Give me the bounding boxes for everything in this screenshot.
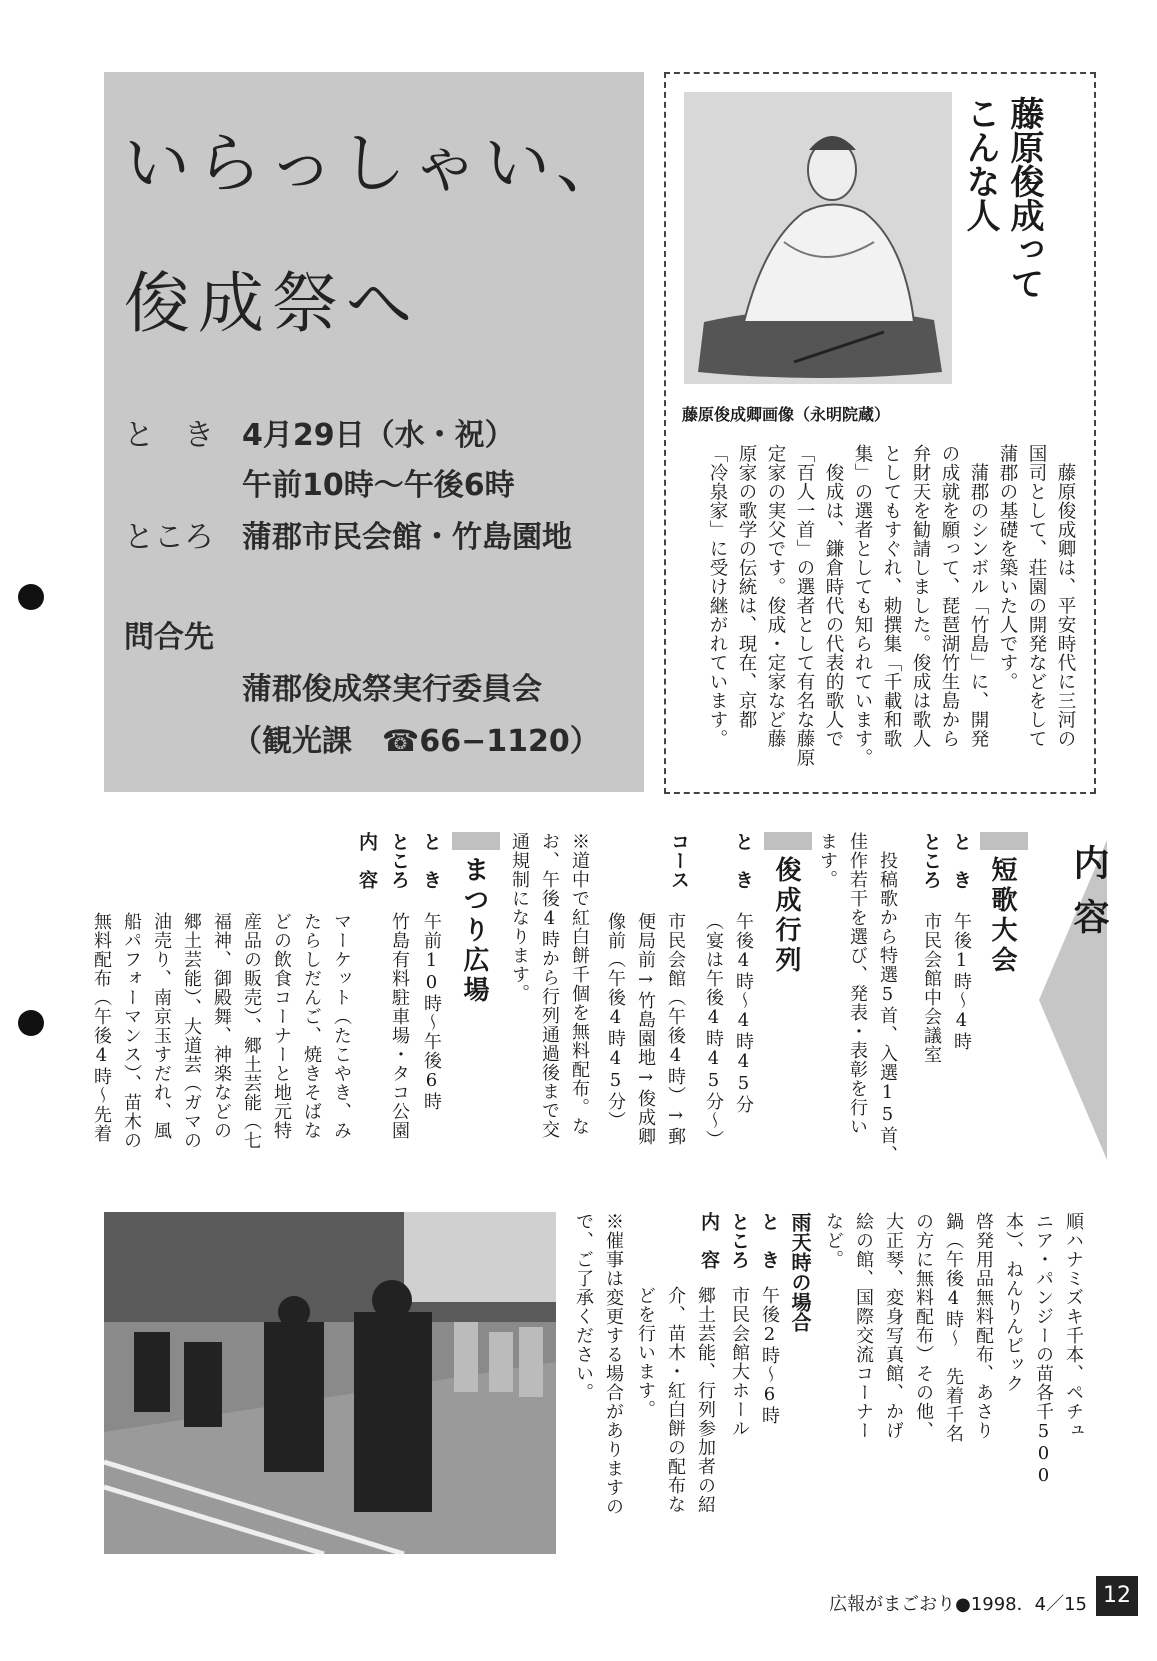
gyoretsu-toki-label: と き: [732, 832, 754, 889]
hiroba-tokoro-label: ところ: [388, 832, 410, 889]
when-row: [124, 410, 214, 454]
gyoretsu-course: 市民会館（午後4時）→郵 便局前→竹島園地→俊成卿 像前（午後4時45分）: [605, 912, 686, 1146]
gyoretsu-note: ※道中で紅白餅千個を無料配布。な お、午後4時から行列通過後まで交 通規制になります。: [509, 832, 590, 1139]
tanka-tokoro: 市民会館中会議室: [921, 912, 942, 1064]
when-time: 午前10時〜午後6時: [242, 468, 515, 503]
contact-org: 蒲郡俊成祭実行委員会: [242, 672, 542, 707]
contact-phone: （観光課 ☎66−1120）: [232, 724, 600, 759]
punch-hole: [18, 1010, 44, 1036]
parade-photo: [104, 1212, 556, 1554]
page-number: 12: [1096, 1576, 1138, 1616]
hero-panel: [104, 72, 644, 792]
rain-tokoro-label: ところ: [728, 1212, 750, 1269]
tanka-tokoro-label: ところ: [920, 832, 942, 889]
when-date: 4月29日（水・祝）: [242, 418, 515, 453]
where-row: [124, 512, 214, 556]
rain-tokoro: 市民会館大ホール: [729, 1286, 750, 1438]
where-value: 蒲郡市民会館・竹島園地: [242, 520, 572, 555]
rain-toki: 午後2時〜6時: [759, 1286, 780, 1425]
tanka-toki: 午後1時〜4時: [951, 912, 972, 1051]
hiroba-toki: 午前10時〜午後6時: [421, 912, 442, 1111]
rain-note: ※催事は変更する場合がありますの で、ご了承ください。: [573, 1212, 624, 1516]
hiroba-naiyo: マーケット（たこやき、み たらしだんご、焼きそばな どの飲食コーナーと地元特 産品の販売）、郷土芸能（七 福神、御殿舞、神楽などの 郷土芸能）、大道芸（ガマの 油売り、南京玉すだれ、風 船パフォーマンス）、苗木の 無料配布（午後4時〜先着: [91, 912, 352, 1150]
when-label: と き: [124, 418, 214, 453]
hiroba-toki-label: と き: [420, 832, 442, 889]
section-marker: [764, 832, 812, 850]
profile-box: [664, 72, 1096, 794]
hiroba-naiyo-label: 内 容: [356, 832, 378, 889]
rain-naiyo: 郷土芸能、行列参加者の紹 介、苗木・紅白餅の配布な どを行います。: [635, 1286, 716, 1514]
profile-body: 藤原俊成卿は、平安時代に三河の 国司として、荘園の開発などをして 蒲郡の基礎を築いた人です。 蒲郡のシンボル「竹島」に、開発 の成就を願って、琵琶湖竹生島から 弁財天を勧請しました。俊成は歌人 としてもすぐれ、勅撰集「千載和歌 集」の選者としても知られています。 俊成は、鎌倉時代の代表的歌人で 「百人一首」の選者として有名な藤原 定家の実父です。俊成・定家など藤 原家の歌学の伝統は、現在、京都 「冷泉家」に受け継がれています。: [707, 444, 1076, 767]
tanka-title: 短歌大会: [987, 856, 1017, 976]
tanka-toki-label: と き: [950, 832, 972, 889]
rain-toki-label: と き: [758, 1212, 780, 1269]
gyoretsu-title: 俊成行列: [771, 856, 801, 976]
hiroba-title: まつり広場: [459, 856, 489, 1006]
gyoretsu-course-label: コース: [668, 832, 690, 889]
tanka-desc: 投稿歌から特選5首、入選15首、 佳作若干を選び、発表・表彰を行い ます。: [817, 832, 898, 1164]
contact-label: 問合先: [124, 620, 214, 655]
profile-title: 藤原俊成って こんな人: [960, 96, 1044, 300]
hero-title-line1: いらっしゃい、: [124, 125, 628, 202]
contents-heading: 内容: [1068, 844, 1110, 952]
punch-hole: [18, 584, 44, 610]
section-marker: [980, 832, 1028, 850]
rain-title: 雨天時の場合: [788, 1212, 812, 1332]
hiroba-continued: 順ハナミズキ千本、ペチュ ニア・パンジーの苗各千500 本）、ねんりんピック 啓発用品無料配布、あさり 鍋（午後4時〜 先着千名 の方に無料配布）その他、 大正琴、変身写真館、かげ 絵の館、国際交流コーナー など。: [823, 1212, 1084, 1487]
portrait-caption: 藤原俊成卿画像（永明院蔵）: [682, 405, 891, 424]
gyoretsu-toki: 午後4時〜4時45分 （宴は午後4時45分〜）: [703, 912, 754, 1149]
hero-title-line2: 俊成祭へ: [124, 265, 420, 342]
rain-naiyo-label: 内 容: [698, 1212, 720, 1269]
publication-footer: 広報がまごおり●1998．4／15: [829, 1594, 1087, 1615]
section-marker: [452, 832, 500, 850]
hiroba-tokoro: 竹島有料駐車場・タコ公園: [389, 912, 410, 1140]
portrait-image: [684, 92, 952, 384]
where-label: ところ: [124, 520, 214, 555]
